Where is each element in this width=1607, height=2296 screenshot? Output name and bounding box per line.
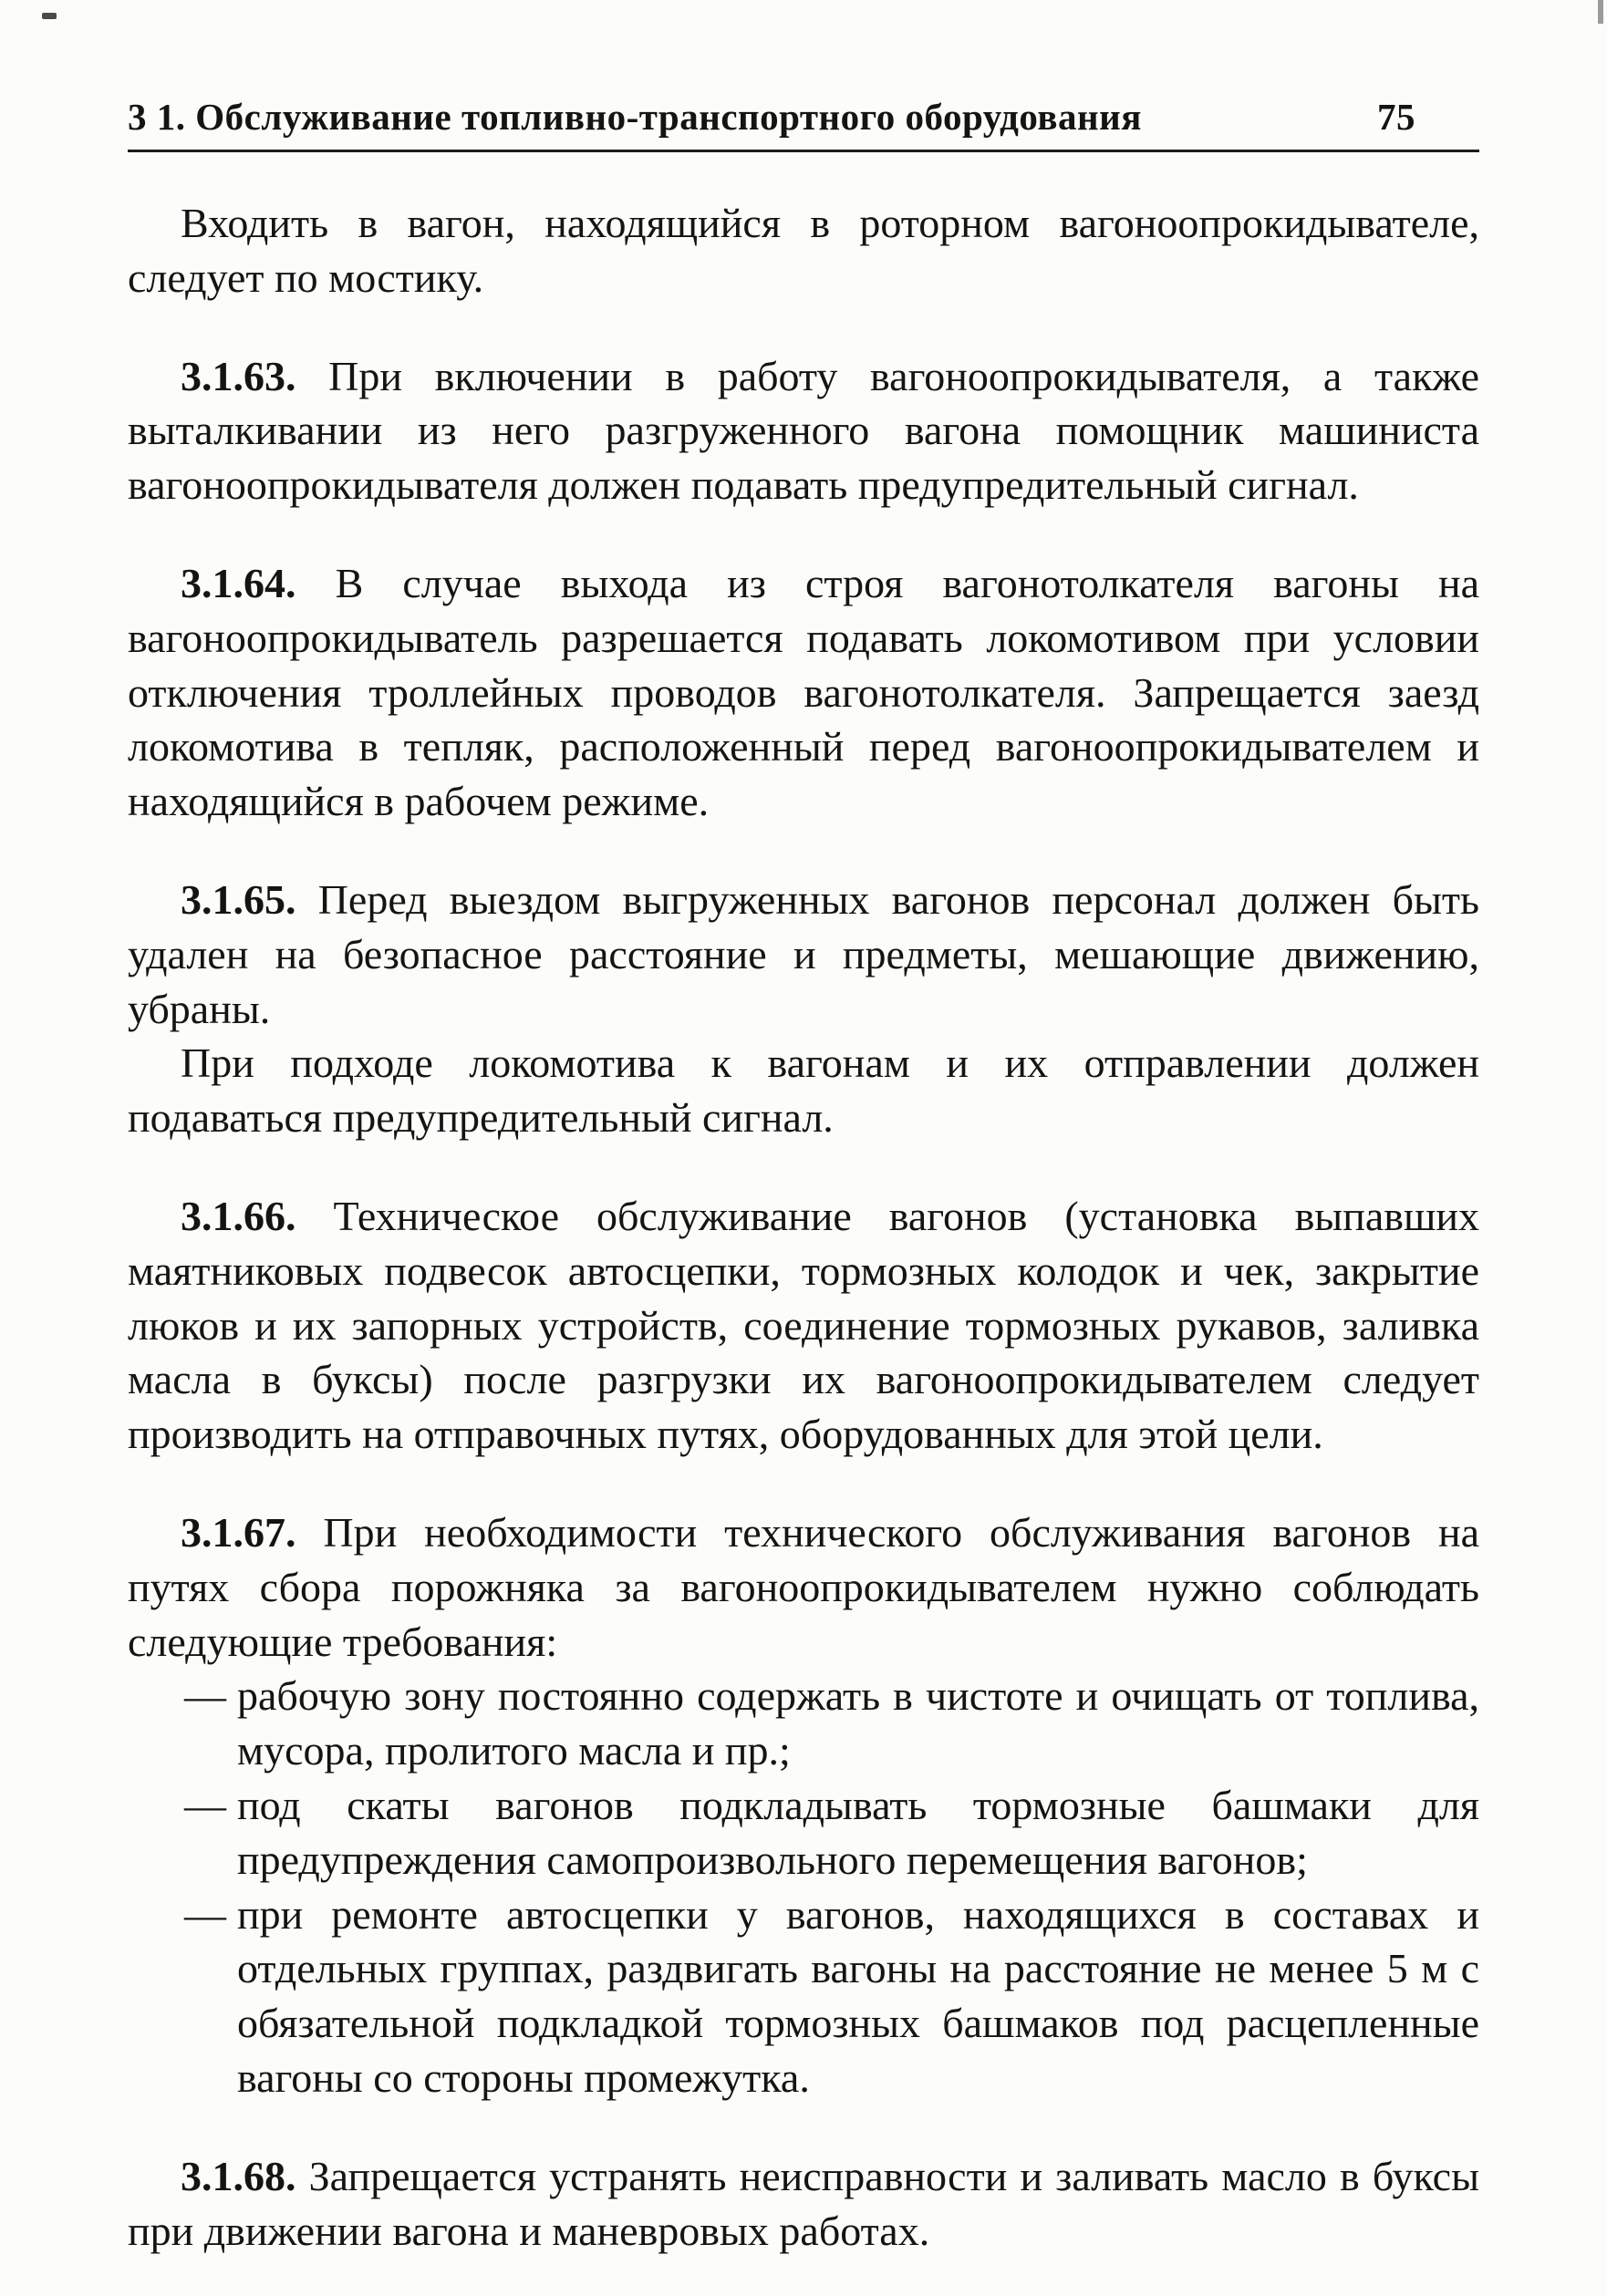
scan-artifact: [1598, 0, 1603, 24]
section-number: 3.1.68.: [181, 2152, 296, 2199]
paragraph-text: При подходе локомотива к вагонам и их отправлении должен подаваться предупредительный сигнал.: [128, 1039, 1479, 1142]
dash-marker: —: [184, 1781, 226, 1828]
section-3-1-67: [128, 1505, 1479, 1669]
paragraph-text: Запрещается устранять неисправности и заливать масло в буксы при движении вагона и маневровых работах.: [128, 2152, 1480, 2254]
section-number: 3.1.67.: [181, 1508, 296, 1556]
section-number: 3.1.65.: [181, 875, 296, 923]
section-number: 3.1.64.: [181, 559, 296, 606]
section-header-title: 3 1. Обслуживание топливно-транспортного оборудования: [128, 96, 1142, 138]
section-3-1-66: [128, 1189, 1479, 1462]
section-3-1-65-continuation: [128, 1036, 1479, 1145]
requirements-list: [184, 1669, 1479, 2105]
paragraph-text: В случае выхода из строя вагонотолкателя вагоны на вагоноопрокидыватель разрешается подавать локомотивом при условии отключения троллейных проводов вагонотолкателя. Запрещается заезд локомотива в тепляк, расположенный перед вагоноопрокидывателем и находящийся в рабочем режиме.: [128, 559, 1480, 825]
section-3-1-65: [128, 873, 1479, 1036]
intro-paragraph: [128, 196, 1479, 305]
list-item-text: при ремонте автосцепки у вагонов, находящихся в составах и отдельных группах, раздвигать вагоны на расстояние не менее 5 м с обязательной подкладкой тормозных башмаков под расцепленные вагоны со стороны промежутка.: [237, 1890, 1479, 2101]
list-item: [184, 1887, 1479, 2105]
list-item-text: под скаты вагонов подкладывать тормозные башмаки для предупреждения самопроизвольного перемещения вагонов;: [237, 1781, 1479, 1883]
paragraph-text: При включении в работу вагоноопрокидывателя, а также выталкивании из него разгруженного вагона помощник машиниста вагоноопрокидывателя должен подавать предупредительный сигнал.: [128, 352, 1480, 509]
page-number: 75: [1377, 96, 1415, 138]
paragraph-text: Перед выездом выгруженных вагонов персонал должен быть удален на безопасное расстояние и предметы, мешающие движению, убраны.: [128, 875, 1479, 1032]
list-item: [184, 1778, 1479, 1887]
section-number: 3.1.66.: [181, 1192, 296, 1239]
section-number: 3.1.63.: [181, 352, 296, 399]
paragraph-text: При необходимости технического обслуживания вагонов на путях сбора порожняка за вагоноопрокидывателем нужно соблюдать следующие требования:: [128, 1508, 1479, 1665]
paragraph-text: Техническое обслуживание вагонов (установка выпавших маятниковых подвесок автосцепки, тормозных колодок и чек, закрытие люков и их запорных устройств, соединение тормозных рукавов, заливка масла в буксы) после разгрузки их вагоноопрокидывателем следует производить на отправочных путях, оборудованных для этой цели.: [128, 1192, 1480, 1458]
page-body: [128, 196, 1479, 2258]
list-item: [184, 1669, 1479, 1778]
dash-marker: —: [184, 1890, 226, 1938]
scan-artifact: [42, 13, 57, 19]
list-item-text: рабочую зону постоянно содержать в чистоте и очищать от топлива, мусора, пролитого масла и пр.;: [237, 1672, 1479, 1774]
paragraph-text: Входить в вагон, находящийся в роторном вагоноопрокидывателе, следует по мостику.: [128, 200, 1479, 301]
section-3-1-64: [128, 556, 1479, 829]
section-3-1-63: [128, 349, 1479, 512]
section-3-1-68: [128, 2149, 1479, 2259]
dash-marker: —: [184, 1672, 226, 1720]
page-header: [128, 95, 1479, 152]
